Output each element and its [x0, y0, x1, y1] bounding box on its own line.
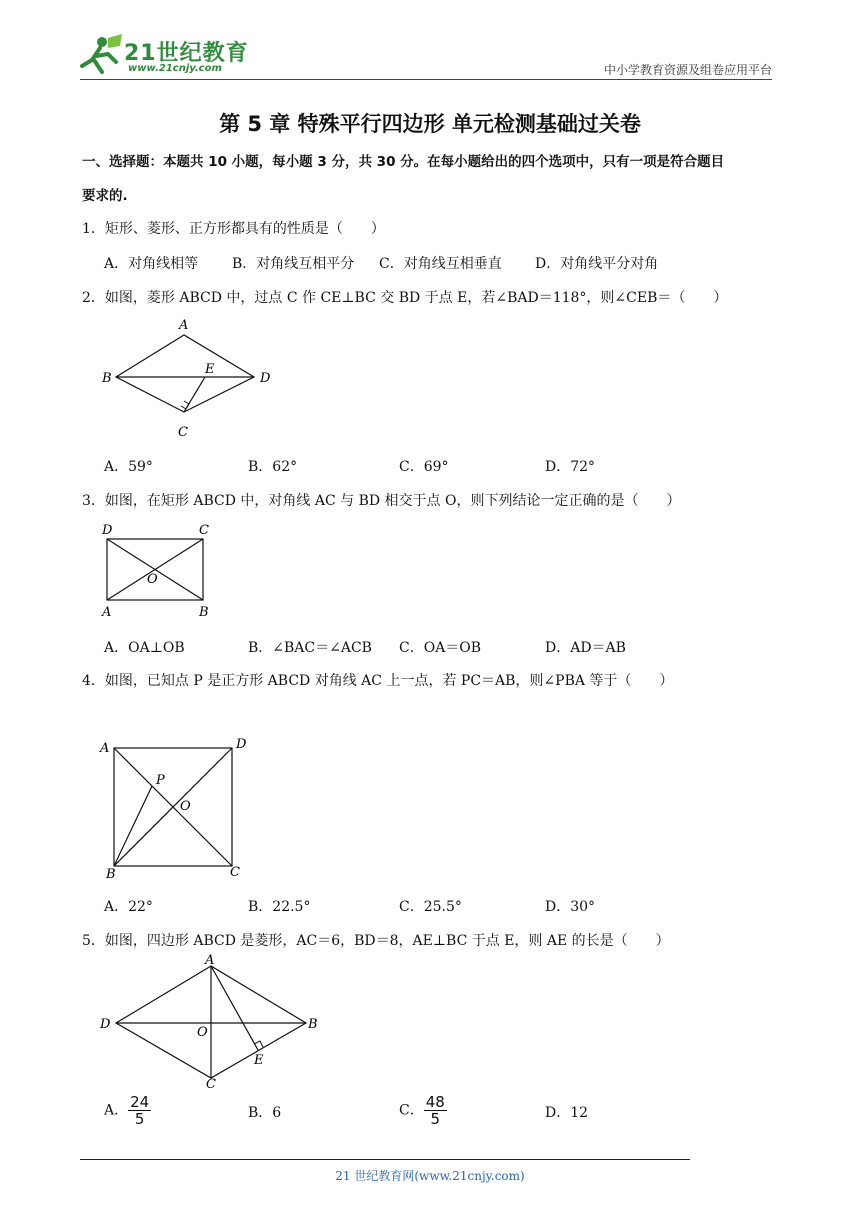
q1-option-b: B．对角线互相平分: [232, 256, 355, 272]
q2-label-a: A: [179, 318, 189, 333]
q3-rectangle-figure: [96, 518, 226, 622]
q4-option-c: C．25.5°: [399, 899, 462, 915]
q3-label-a: A: [102, 605, 112, 620]
q3-label-b: B: [199, 605, 209, 620]
runner-logo-icon: [78, 32, 128, 76]
q4-label-d: D: [236, 737, 247, 752]
q5-option-a-fraction: $\frac{24}{5}$: [130, 1093, 150, 1128]
q2-label-e: E: [205, 362, 215, 377]
q2-option-a: A．59°: [104, 459, 153, 475]
q5-option-c-fraction: $\frac{48}{5}$: [425, 1093, 445, 1128]
q5-option-a: A． $\frac{24}{5}$: [104, 1093, 150, 1128]
q2-option-c: C．69°: [399, 459, 449, 475]
q4-label-o: O: [180, 799, 191, 814]
footer-link[interactable]: 21 世纪教育网(www.21cnjy.com): [335, 1169, 525, 1183]
q5-label-d: D: [100, 1017, 111, 1032]
q4-label-b: B: [106, 867, 116, 882]
q1-option-c: C．对角线互相垂直: [379, 256, 502, 272]
question-2-stem: 2．如图，菱形 ABCD 中，过点 C 作 CE⊥BC 交 BD 于点 E，若∠BAD＝118°，则∠CEB＝（ ）: [82, 290, 728, 306]
q5-label-e: E: [254, 1053, 264, 1068]
q5-rhombus-figure: [96, 950, 326, 1090]
q2-rhombus-figure: [96, 316, 286, 442]
q5-option-c: C． $\frac{48}{5}$: [399, 1093, 445, 1128]
question-4-stem: 4．如图，已知点 P 是正方形 ABCD 对角线 AC 上一点，若 PC＝AB，则∠PBA 等于（ ）: [82, 673, 674, 689]
question-5-stem: 5．如图，四边形 ABCD 是菱形，AC＝6，BD＝8，AE⊥BC 于点 E，则 AE 的长是（ ）: [82, 933, 670, 949]
q4-label-c: C: [230, 865, 240, 880]
q3-label-o: O: [147, 572, 158, 587]
header-rule: [80, 79, 772, 80]
q3-option-a: A．OA⊥OB: [104, 640, 185, 656]
q5-option-d: D．12: [545, 1105, 589, 1121]
question-1-stem: 1．矩形、菱形、正方形都具有的性质是（ ）: [82, 221, 385, 237]
q5-option-b: B．6: [248, 1105, 282, 1121]
q4-label-a: A: [100, 741, 110, 756]
q5-label-b: B: [308, 1017, 318, 1032]
q1-option-a: A．对角线相等: [104, 256, 199, 272]
q3-option-c: C．OA＝OB: [399, 640, 482, 656]
footer-rule: [80, 1159, 690, 1160]
q2-option-b: B．62°: [248, 459, 298, 475]
q2-label-c: C: [178, 425, 188, 440]
q2-label-b: B: [102, 371, 112, 386]
q3-option-b: B．∠BAC＝∠ACB: [248, 640, 372, 656]
q4-square-figure: [96, 730, 256, 882]
q1-option-d: D．对角线平分对角: [535, 256, 659, 272]
q4-option-b: B．22.5°: [248, 899, 311, 915]
q3-label-d: D: [102, 523, 113, 538]
q5-label-c: C: [206, 1077, 216, 1090]
question-3-stem: 3．如图，在矩形 ABCD 中，对角线 AC 与 BD 相交于点 O，则下列结论一定正确的是（ ）: [82, 493, 681, 509]
q4-option-a: A．22°: [104, 899, 153, 915]
q5-label-a: A: [205, 953, 215, 968]
page-title: 第 5 章 特殊平行四边形 单元检测基础过关卷: [219, 112, 641, 136]
q3-label-c: C: [199, 523, 209, 538]
section-heading-line2: 要求的.: [82, 188, 128, 204]
header-tagline: 中小学教育资源及组卷应用平台: [603, 63, 772, 77]
logo-url: www.21cnjy.com: [128, 63, 222, 74]
q4-label-p: P: [156, 773, 165, 788]
q3-option-d: D．AD＝AB: [545, 640, 626, 656]
q2-option-d: D．72°: [545, 459, 596, 475]
section-heading-line1: 一、选择题：本题共 10 小题，每小题 3 分，共 30 分。在每小题给出的四个选项中，只有一项是符合题目: [82, 154, 725, 170]
q2-label-d: D: [260, 371, 271, 386]
q4-option-d: D．30°: [545, 899, 596, 915]
logo-text: 21世纪教育: [124, 41, 249, 66]
q5-label-o: O: [197, 1025, 208, 1040]
